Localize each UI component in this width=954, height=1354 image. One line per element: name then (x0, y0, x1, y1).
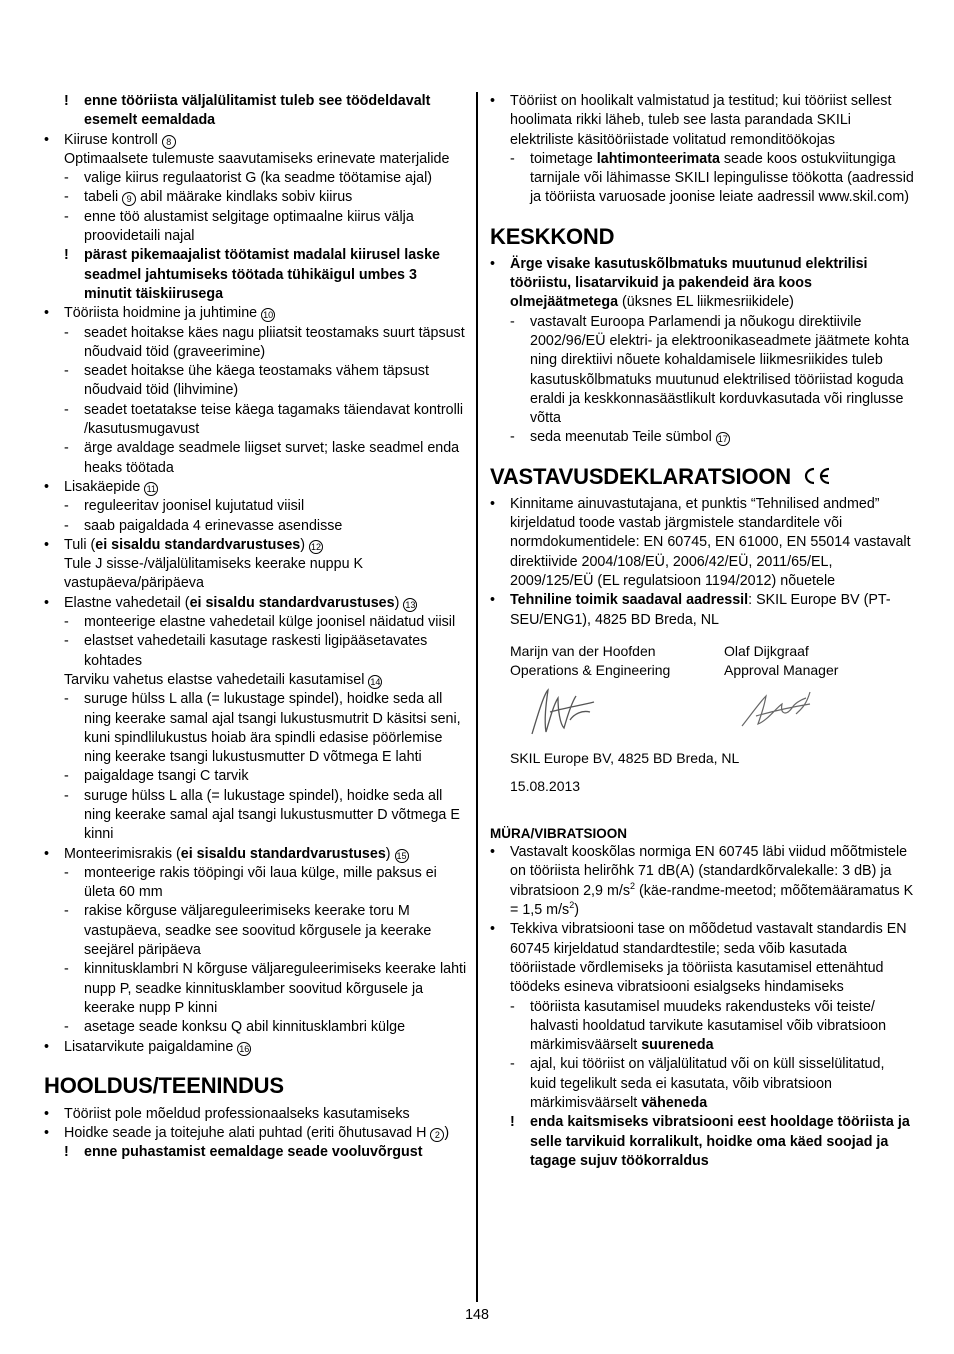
list-item (44, 131, 468, 150)
sub-item (44, 169, 468, 188)
item-text: elastset vahedetaili kasutage raskesti ligipääsetavates kohtades (84, 633, 428, 669)
item-bold-text: ei sisaldu standardvarustuses (95, 536, 301, 553)
item-text: tabeli (84, 189, 119, 206)
declaration-list (490, 495, 914, 630)
item-text: kinnitusklambri N kõrguse väljareguleerimiseks keerake lahti nupp P, seadke kinnitusklamber soovitud kõrgusele ja keerake nupp P kinni (84, 961, 467, 1016)
item-text: vastavalt Euroopa Parlamendi ja nõukogu direktiivile 2002/96/EÜ elektri- ja elektroonikaseadmete jäätmete kohta ning direktiivi nõuete kohaldamisele liikmesriikides tuleb kasutuskõlbmatuks muutunud elektrilised tööriistad koguda eraldi ja keskkonnasäästlikult korduvkasutada või ringlusse võtta (530, 313, 910, 427)
warning-item (44, 246, 468, 304)
sub-item (44, 497, 468, 516)
item-text: monteerige rakis tööpingi või laua külge, mille paksus ei ületa 60 mm (84, 864, 437, 901)
continuation-text (44, 150, 468, 169)
list-item: • Tekkiva vibratsiooni tase on mõõdetud vastavalt standardis EN 60745 kirjeldatud standardtestile; seda võib kasutada tööriistade võrdlemiseks ja tööriista kasutamisel ettenähtud töödeks esineva vibratsiooni esialgseks hindamiseks (490, 920, 914, 997)
item-text: asetage seade konksu Q abil kinnitusklambri külge (84, 1019, 406, 1036)
item-text: Tööriista hoidmine ja juhtimine (64, 305, 258, 322)
vib-text-1: tööriista kasutamisel muudeks rakendusteks või teiste/ halvasti hooldatud tarvikute kasutamisel võib vibratsioon märkimisväärselt (530, 998, 887, 1054)
sub-item (44, 632, 468, 671)
figure-ref-icon: 8 (162, 135, 176, 149)
item-text: Tarviku vahetus elastse vahedetaili kasutamisel (64, 671, 365, 688)
list-item (490, 495, 914, 591)
continuation-text (44, 671, 468, 690)
item-bold-text: ei sisaldu standardvarustuses (180, 845, 386, 862)
sub-item (490, 428, 914, 447)
vib-bold-1: suureneda (641, 1037, 714, 1054)
item-text: Lisakäepide (64, 478, 141, 495)
sub-item (490, 313, 914, 429)
figure-ref-icon: 11 (144, 482, 158, 496)
column-divider (476, 92, 478, 1302)
warning-item (44, 92, 468, 131)
list-item (490, 843, 914, 920)
declaration-date: 15.08.2013 (510, 777, 581, 794)
sub-item (44, 208, 468, 247)
item-text: ) (385, 845, 391, 862)
item-text: enne puhastamist eemaldage seade vooluvõrgust (84, 1144, 423, 1161)
service-list (490, 92, 914, 208)
figure-ref-icon: 16 (239, 1043, 250, 1054)
item-text: valige kiirus regulaatorist G (ka seadme töötamise ajal) (84, 170, 433, 187)
list-item (490, 1055, 914, 1113)
list-item (490, 998, 914, 1056)
heading-hooldus: HOOLDUS/TEENINDUS (44, 1072, 284, 1098)
item-bold-text: Ärge visake kasutuskõlbmatuks muutunud elektrilisi tööriistu, lisatarvikuid ja pakendeid ära koos olmejäätmetega (510, 255, 868, 311)
item-bold-text: ei sisaldu standardvarustuses (189, 594, 395, 611)
company-address: SKIL Europe BV, 4825 BD Breda, NL (510, 749, 740, 766)
list-item (44, 1124, 468, 1143)
item-text: Kinnitame ainuvastutajana, et punktis “Tehnilised andmed” kirjeldatud toode vastab järgmistele standarditele või normdokumentidele: EN 60745, EN 61000, EN 55014 vastavalt direktiivide 2004/108/EÜ, 2006/42/EÜ, 2011/65/EL, 2009/125/EÜ (EL regulatsioon 1194/2012) nõuetele (510, 495, 911, 589)
item-text: paigaldage tsangi C tarvik (84, 768, 249, 785)
vib-text-2: ajal, kui tööriist on väljalülitatud või on küll sisselülitatud, kuid tegelikult seda ei kasutata, võib vibratsioon märkimisväärselt (530, 1056, 885, 1111)
figure-ref-icon: 12 (311, 541, 322, 552)
signature-1-icon (524, 684, 604, 740)
item-text: Hoidke seade ja toitejuhe alati puhtad (eriti õhutusavad H (64, 1125, 427, 1142)
noise-text-2: (käe-randme-meetod; mõõtemääramatus K = 1,5 m/s (510, 882, 914, 919)
item-text: Elastne vahedetail ( (64, 594, 190, 611)
sub-item (44, 767, 468, 786)
sub-item (44, 1018, 468, 1037)
item-text: seadet hoitakse käes nagu pliiatsit teostamaks suurt täpsust nõudvaid töid (graveerimine) (84, 324, 465, 360)
vib-bold-2: väheneda (641, 1094, 708, 1111)
item-text: rakise kõrguse väljareguleerimiseks keerake toru M vastupäeva, seadke see soovitud kõrgusele ja keerake seejärel päripäeva (84, 903, 432, 959)
sub-item (44, 324, 468, 363)
signer-1-name: Marijn van der Hoofden (510, 642, 656, 659)
sub-item (44, 902, 468, 960)
figure-ref-icon: 9 (122, 192, 136, 206)
maintenance-list (44, 1105, 468, 1163)
item-text: suruge hülss L alla (= lukustage spindel), hoidke seda all ning keerake samal ajal tsangi lukustusmutter D võtmega E kinni (84, 787, 460, 843)
item-text: Lisatarvikute paigaldamine (64, 1038, 234, 1055)
signer-1 (510, 642, 670, 746)
sub-item (44, 613, 468, 632)
page-number: 148 (465, 1307, 489, 1323)
heading-vastavus (490, 464, 914, 490)
figure-ref-icon: 13 (405, 599, 416, 610)
sub-item (44, 690, 468, 767)
environment-list (490, 255, 914, 448)
item-text: toimetage (530, 150, 597, 167)
list-item (44, 478, 468, 497)
item-bold-text: Tehniline toimik saadaval aadressil (510, 592, 749, 609)
list-item (44, 1105, 468, 1124)
item-text: saab paigaldada 4 erinevasse asendisse (84, 517, 343, 534)
signer-2-role: Approval Manager (724, 662, 839, 679)
item-text: pärast pikemaajalist töötamist madalal kiirusel laske seadmel jahtumiseks töötada tühikäigul umbes 3 minutit täiskiirusega (84, 247, 440, 302)
noise-list (490, 843, 914, 1171)
left-column (44, 92, 468, 1163)
item-text: Tööriist pole mõeldud professionaalseks kasutamiseks (64, 1105, 410, 1122)
item-text: seade koos ostukviitungiga tarnijale või lähimasse SKILI lepingulisse töökotta (aadressid ja tööriista varuosade joonise leiate aadressil www.skil.com) (530, 150, 914, 206)
item-text: enne tööriista väljalülitamist tuleb see töödeldavalt esemelt eemaldada (84, 93, 431, 129)
item-text: ärge avaldage seadmele liigset survet; laske seadmel enda heaks töötada (84, 440, 460, 476)
figure-ref-icon: 10 (263, 310, 274, 321)
sub-item (44, 401, 468, 440)
heading-keskkond: KESKKOND (490, 223, 615, 249)
item-text: seadet toetatakse teise käega tagamaks täiendavat kontrolli /kasutusmugavust (84, 401, 464, 438)
item-bold-text: lahtimonteerimata (596, 150, 720, 167)
ce-mark-icon (801, 466, 831, 486)
right-column (490, 92, 914, 1171)
sub-item (44, 864, 468, 903)
signer-2 (724, 642, 838, 742)
signer-2-name: Olaf Dijkgraaf (724, 642, 809, 659)
list-item (44, 304, 468, 323)
sub-item (44, 787, 468, 845)
sub-item (44, 362, 468, 401)
item-text: Tule J sisse-/väljalülitamiseks keerake nuppu K vastupäeva/päripäeva (64, 556, 364, 592)
heading-mura: MÜRA/VIBRATSIOON (490, 825, 627, 841)
declaration-title: VASTAVUSDEKLARATSIOON (490, 463, 791, 489)
noise-text-1: Vastavalt kooskõlas normiga EN 60745 läbi viidud mõõtmistele on tööriista helirõhk 71 dB(A) (standardkõrvalekalle: 3 dB) ja vibratsioon 2,9 m/s (510, 844, 908, 899)
sub-item (44, 188, 468, 207)
list-item (44, 536, 468, 555)
sub-item (44, 439, 468, 478)
item-text: ) (444, 1125, 450, 1142)
superscript: 2 (630, 880, 636, 891)
item-text: : SKIL Europe BV (PT-SEU/ENG1), 4825 BD Breda, NL (510, 592, 891, 628)
figure-ref-icon: 2 (430, 1128, 444, 1142)
list-item (44, 1038, 468, 1057)
figure-ref-icon: 17 (717, 434, 728, 445)
item-text: suruge hülss L alla (= lukustage spindel), hoidke seda all ning keerake samal ajal tsangi lukustusmutrit D käsitsi seni, kuni spindlilukustus hoiab ära spindli edasise pöörlemise ning keerake tsangi lukustusmutter D võtmega E lahti (84, 691, 461, 766)
superscript: 2 (569, 900, 575, 911)
item-text: seda meenutab Teile sümbol (530, 429, 712, 446)
list-item (44, 845, 468, 864)
item-text: ) (394, 594, 400, 611)
list-item (490, 255, 914, 313)
item-text: seadet hoitakse ühe käega teostamaks vähem täpsust nõudvaid töid (lihvimine) (84, 363, 429, 399)
continuation-text (44, 555, 468, 594)
figure-ref-icon: 14 (370, 676, 381, 687)
sub-item (490, 150, 914, 208)
warning-item (44, 1143, 468, 1162)
signature-2-icon (736, 686, 816, 736)
list-item (490, 92, 914, 150)
item-text: reguleeritav joonisel kujutatud viisil (84, 498, 305, 515)
item-text: Tööriist on hoolikalt valmistatud ja testitud; kui tööriist sellest hoolimata rikki läheb, tuleb see lasta parandada SKILi elektriliste käsitööriistade volitatud remonditöökojas (510, 93, 892, 148)
item-text: Monteerimisrakis ( (64, 845, 181, 862)
list-item (44, 594, 468, 613)
sub-item (44, 517, 468, 536)
item-text: Kiiruse kontroll (64, 131, 158, 148)
list-item (490, 591, 914, 630)
signer-1-role: Operations & Engineering (510, 662, 671, 679)
noise-text-3: ) (574, 902, 579, 919)
item-text: Tuli ( (64, 536, 96, 553)
item-text: ) (300, 536, 306, 553)
warning-item: ! enda kaitsmiseks vibratsiooni eest hooldage tööriista ja selle tarvikuid korralikult, hoidke oma käed soojad ja tagage sujuv töökorraldus (490, 1113, 914, 1171)
item-text: monteerige elastne vahedetail külge joonisel näidatud viisil (84, 614, 456, 631)
item-text: enne töö alustamist selgitage optimaalne kiirus välja proovidetaili najal (84, 208, 414, 245)
item-text: (üksnes EL liikmesriikidele) (618, 294, 794, 311)
item-text: Optimaalsete tulemuste saavutamiseks erinevate materjalide (64, 150, 450, 167)
left-instructions (44, 92, 468, 1057)
signature-block (510, 642, 914, 818)
sub-item (44, 960, 468, 1018)
item-text: abil määrake kindlaks sobiv kiirus (140, 189, 353, 206)
figure-ref-icon: 15 (396, 850, 407, 861)
